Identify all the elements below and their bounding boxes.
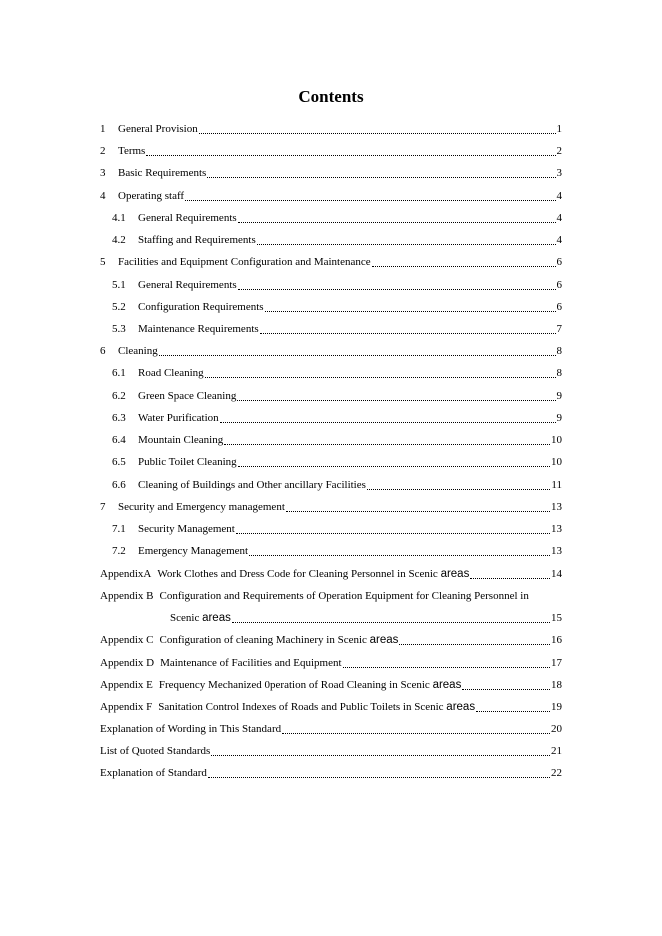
toc-entry-page: 4 (556, 234, 562, 246)
toc-entry-label: Configuration Requirements (138, 301, 264, 313)
toc-leader (146, 146, 555, 156)
toc-entry-label: Emergency Management (138, 545, 249, 557)
page-title: Contents (298, 87, 364, 106)
toc-entry-6[interactable] (100, 342, 562, 358)
toc-entry-number: Appendix B (100, 590, 154, 602)
toc-entry-number: AppendixA (100, 568, 152, 580)
toc-entry-page: 18 (551, 679, 562, 691)
toc-entry-6-3[interactable] (112, 409, 562, 425)
toc-leader (238, 280, 556, 290)
toc-entry-label: Configuration of cleaning Machinery in Scenic areas (159, 634, 399, 646)
toc-leader (236, 524, 550, 534)
toc-entry-1[interactable] (100, 120, 562, 136)
toc-leader (257, 235, 556, 245)
toc-entry-page: 6 (556, 279, 562, 291)
toc-entry-page: 4 (556, 190, 562, 202)
toc-entry-label: Scenic areas (170, 612, 231, 624)
toc-entry-number: 4 (100, 190, 106, 202)
toc-entry-number: 6.2 (112, 390, 126, 402)
toc-entry-number: 2 (100, 145, 106, 157)
toc-entry-number: 5.2 (112, 301, 126, 313)
toc-entry-appendix-e[interactable] (100, 676, 562, 692)
toc-entry-2[interactable] (100, 142, 562, 158)
toc-entry-page: 13 (551, 523, 562, 535)
toc-entry-label: Operating staff (118, 190, 185, 202)
toc-entry-number: 5.3 (112, 323, 126, 335)
toc-entry-page: 6 (556, 256, 562, 268)
toc-entry-appendix-a[interactable] (100, 565, 562, 581)
toc-entry-number: 6.1 (112, 367, 126, 379)
toc-entry-label: Mountain Cleaning (138, 434, 224, 446)
toc-entry-label: Water Purification (138, 412, 219, 424)
toc-entry-page: 8 (556, 367, 562, 379)
toc-entry-appendix-c[interactable] (100, 631, 562, 647)
toc-entry-4-1[interactable] (112, 209, 562, 225)
toc-entry-page: 16 (551, 634, 562, 646)
toc-leader (372, 257, 556, 267)
toc-entry-number: 4.1 (112, 212, 126, 224)
toc-entry-page: 22 (551, 767, 562, 779)
toc-entry-number: 5 (100, 256, 106, 268)
toc-entry-number: Appendix F (100, 701, 153, 713)
toc-leader (220, 413, 556, 423)
toc-entry-label: Facilities and Equipment Configuration and Maintenance (118, 256, 371, 268)
toc-leader (238, 213, 556, 223)
toc-leader (185, 191, 555, 201)
toc-entry-7-2[interactable] (112, 542, 562, 558)
toc-entry-number: 4.2 (112, 234, 126, 246)
toc-entry-appendix-b-line1[interactable] (100, 587, 562, 603)
toc-leader (282, 724, 550, 734)
toc-leader (211, 746, 550, 756)
toc-entry-page: 1 (556, 123, 562, 135)
toc-leader (207, 168, 555, 178)
toc-entry-number: Appendix D (100, 657, 155, 669)
toc-leader (249, 546, 550, 556)
toc-entry-7-1[interactable] (112, 520, 562, 536)
toc-entry-page: 17 (551, 657, 562, 669)
toc-entry-page: 10 (551, 456, 562, 468)
toc-entry-label: Sanitation Control Indexes of Roads and Public Toilets in Scenic areas (158, 701, 476, 713)
toc-entry-explanation-standard[interactable] (100, 764, 562, 780)
toc-leader (199, 124, 556, 134)
toc-entry-number: 6.3 (112, 412, 126, 424)
toc-entry-label: Explanation of Wording in This Standard (100, 723, 282, 735)
toc-entry-label: Road Cleaning (138, 367, 204, 379)
toc-entry-page: 15 (551, 612, 562, 624)
toc-leader (462, 680, 550, 690)
toc-entry-page: 10 (551, 434, 562, 446)
toc-leader (260, 324, 556, 334)
toc-entry-number: 6.4 (112, 434, 126, 446)
toc-entry-page: 20 (551, 723, 562, 735)
toc-entry-number: Appendix C (100, 634, 154, 646)
toc-entry-page: 4 (556, 212, 562, 224)
toc-entry-6-5[interactable] (112, 453, 562, 469)
toc-entry-number: 5.1 (112, 279, 126, 291)
toc-entry-appendix-b-line2[interactable] (170, 609, 562, 625)
toc-leader (232, 613, 550, 623)
toc-leader (238, 457, 550, 467)
toc-entry-label: Maintenance Requirements (138, 323, 259, 335)
toc-entry-label: Cleaning of Buildings and Other ancillary Facilities (138, 479, 366, 491)
toc-entry-label: Cleaning (118, 345, 158, 357)
toc-entry-page: 9 (556, 390, 562, 402)
toc-entry-page: 11 (551, 479, 562, 491)
toc-entry-appendix-f[interactable] (100, 698, 562, 714)
toc-entry-4[interactable] (100, 187, 562, 203)
toc-entry-label: Work Clothes and Dress Code for Cleaning Personnel in Scenic areas (157, 568, 470, 580)
toc-leader (367, 480, 551, 490)
toc-leader (265, 302, 556, 312)
toc-entry-label: Explanation of Standard (100, 767, 207, 779)
toc-entry-3[interactable] (100, 164, 562, 180)
toc-entry-appendix-d[interactable] (100, 654, 562, 670)
toc-entry-page: 2 (556, 145, 562, 157)
toc-entry-page: 13 (551, 501, 562, 513)
toc-entry-6-2[interactable] (112, 387, 562, 403)
toc-entry-quoted-standards[interactable] (100, 742, 562, 758)
toc-entry-label: Frequency Mechanized 0peration of Road Cleaning in Scenic areas (158, 679, 462, 691)
toc-entry-5-1[interactable] (112, 276, 562, 292)
toc-entry-5-2[interactable] (112, 298, 562, 314)
toc-entry-label: General Provision (118, 123, 198, 135)
toc-leader (159, 346, 556, 356)
toc-entry-number: 7.1 (112, 523, 126, 535)
toc-leader (205, 368, 556, 378)
toc-leader (237, 391, 555, 401)
toc-entry-label: Terms (118, 145, 146, 157)
toc-entry-label: Security and Emergency management (118, 501, 285, 513)
toc-entry-number: 3 (100, 167, 106, 179)
toc-entry-page: 21 (551, 745, 562, 757)
toc-entry-label: List of Quoted Standards (100, 745, 211, 757)
toc-entry-page: 13 (551, 545, 562, 557)
toc-leader (224, 435, 550, 445)
toc-entry-page: 14 (551, 568, 562, 580)
toc-entry-page: 9 (556, 412, 562, 424)
toc-entry-6-1[interactable] (112, 364, 562, 380)
toc-entry-7[interactable] (100, 498, 562, 514)
toc-entry-label: General Requirements (138, 279, 237, 291)
toc-leader (208, 768, 550, 778)
toc-leader (470, 569, 550, 579)
toc-entry-page: 3 (556, 167, 562, 179)
toc-entry-label: Public Toilet Cleaning (138, 456, 237, 468)
toc-entry-number: 7.2 (112, 545, 126, 557)
toc-entry-number: 1 (100, 123, 106, 135)
toc-leader (343, 658, 550, 668)
toc-entry-page: 6 (556, 301, 562, 313)
toc-entry-number: 7 (100, 501, 106, 513)
toc-leader (476, 702, 550, 712)
toc-entry-label: Green Space Cleaning (138, 390, 237, 402)
toc-entry-page: 7 (556, 323, 562, 335)
toc-entry-5-3[interactable] (112, 320, 562, 336)
toc-entry-label: Basic Requirements (118, 167, 207, 179)
toc-entry-label: Configuration and Requirements of Operation Equipment for Cleaning Personnel in (159, 590, 529, 602)
toc-entry-number: 6 (100, 345, 106, 357)
toc-entry-6-4[interactable] (112, 431, 562, 447)
toc-entry-label: Security Management (138, 523, 235, 535)
toc-entry-5[interactable] (100, 253, 562, 269)
toc-entry-number: 6.6 (112, 479, 126, 491)
toc-leader (399, 635, 550, 645)
toc-entry-label: Staffing and Requirements (138, 234, 256, 246)
toc-entry-label: General Requirements (138, 212, 237, 224)
toc-leader (286, 502, 550, 512)
toc-entry-number: Appendix E (100, 679, 153, 691)
toc-entry-number: 6.5 (112, 456, 126, 468)
toc-entry-explanation-wording[interactable] (100, 720, 562, 736)
toc-entry-page: 8 (556, 345, 562, 357)
toc-entry-6-6[interactable] (112, 476, 562, 492)
toc-entry-page: 19 (551, 701, 562, 713)
toc-entry-4-2[interactable] (112, 231, 562, 247)
toc-entry-label: Maintenance of Facilities and Equipment (160, 657, 342, 669)
